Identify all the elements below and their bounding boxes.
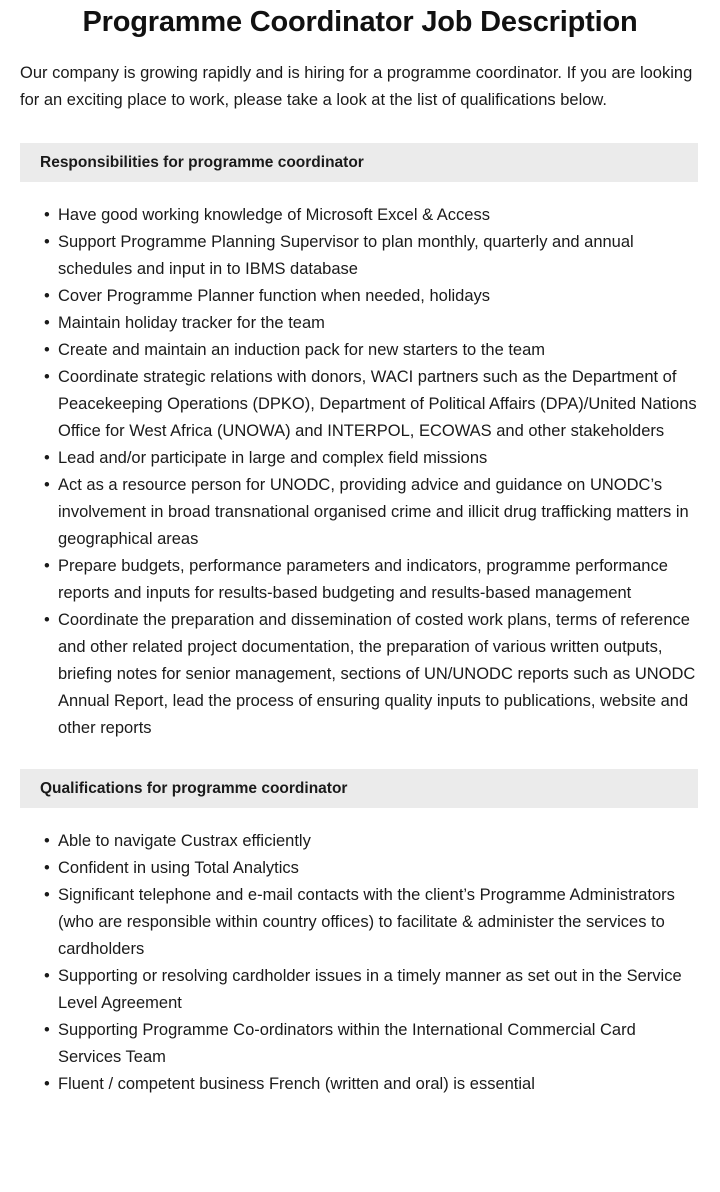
section-responsibilities xyxy=(0,143,720,742)
list-item: • Cover Programme Planner function when needed, holidays xyxy=(44,283,698,310)
list-item: • Able to navigate Custrax efficiently xyxy=(44,828,698,855)
responsibilities-list xyxy=(0,182,720,742)
page-title: Programme Coordinator Job Description xyxy=(82,6,638,38)
qualifications-list xyxy=(0,808,720,1098)
section-qualifications xyxy=(0,769,720,1098)
list-item: • Coordinate strategic relations with donors, WACI partners such as the Department of Peacekeeping Operations (DPKO), Department of Political Affairs (DPA)/United Nations Office for West Africa (UNOWA) and INTERPOL, ECOWAS and other stakeholders xyxy=(44,364,698,445)
list-item: • Supporting or resolving cardholder issues in a timely manner as set out in the Service Level Agreement xyxy=(44,963,698,1017)
list-item: • Coordinate the preparation and dissemination of costed work plans, terms of reference and other related project documentation, the preparation of various written outputs, briefing notes for senior management, sections of UN/UNODC reports such as UNODC Annual Report, lead the process of ensuring quality inputs to publications, website and other reports xyxy=(44,607,698,742)
section-heading-responsibilities: Responsibilities for programme coordinator xyxy=(20,143,698,182)
list-item: • Have good working knowledge of Microsoft Excel & Access xyxy=(44,202,698,229)
list-item: • Supporting Programme Co-ordinators within the International Commercial Card Services Team xyxy=(44,1017,698,1071)
list-item: • Act as a resource person for UNODC, providing advice and guidance on UNODC’s involvement in broad transnational organised crime and illicit drug trafficking matters in geographical areas xyxy=(44,472,698,553)
list-item: • Support Programme Planning Supervisor to plan monthly, quarterly and annual schedules and input in to IBMS database xyxy=(44,229,698,283)
list-item: • Fluent / competent business French (written and oral) is essential xyxy=(44,1071,698,1098)
list-item: • Prepare budgets, performance parameters and indicators, programme performance reports and inputs for results-based budgeting and results-based management xyxy=(44,553,698,607)
intro-paragraph: Our company is growing rapidly and is hiring for a programme coordinator. If you are looking for an exciting place to work, please take a look at the list of qualifications below. xyxy=(20,64,693,109)
list-item: • Confident in using Total Analytics xyxy=(44,855,698,882)
list-item: • Create and maintain an induction pack for new starters to the team xyxy=(44,337,698,364)
section-heading-qualifications: Qualifications for programme coordinator xyxy=(20,769,698,808)
list-item: • Significant telephone and e-mail contacts with the client’s Programme Administrators (who are responsible within country offices) to facilitate & administer the services to cardholders xyxy=(44,882,698,963)
list-item: • Lead and/or participate in large and complex field missions xyxy=(44,445,698,472)
list-item: • Maintain holiday tracker for the team xyxy=(44,310,698,337)
